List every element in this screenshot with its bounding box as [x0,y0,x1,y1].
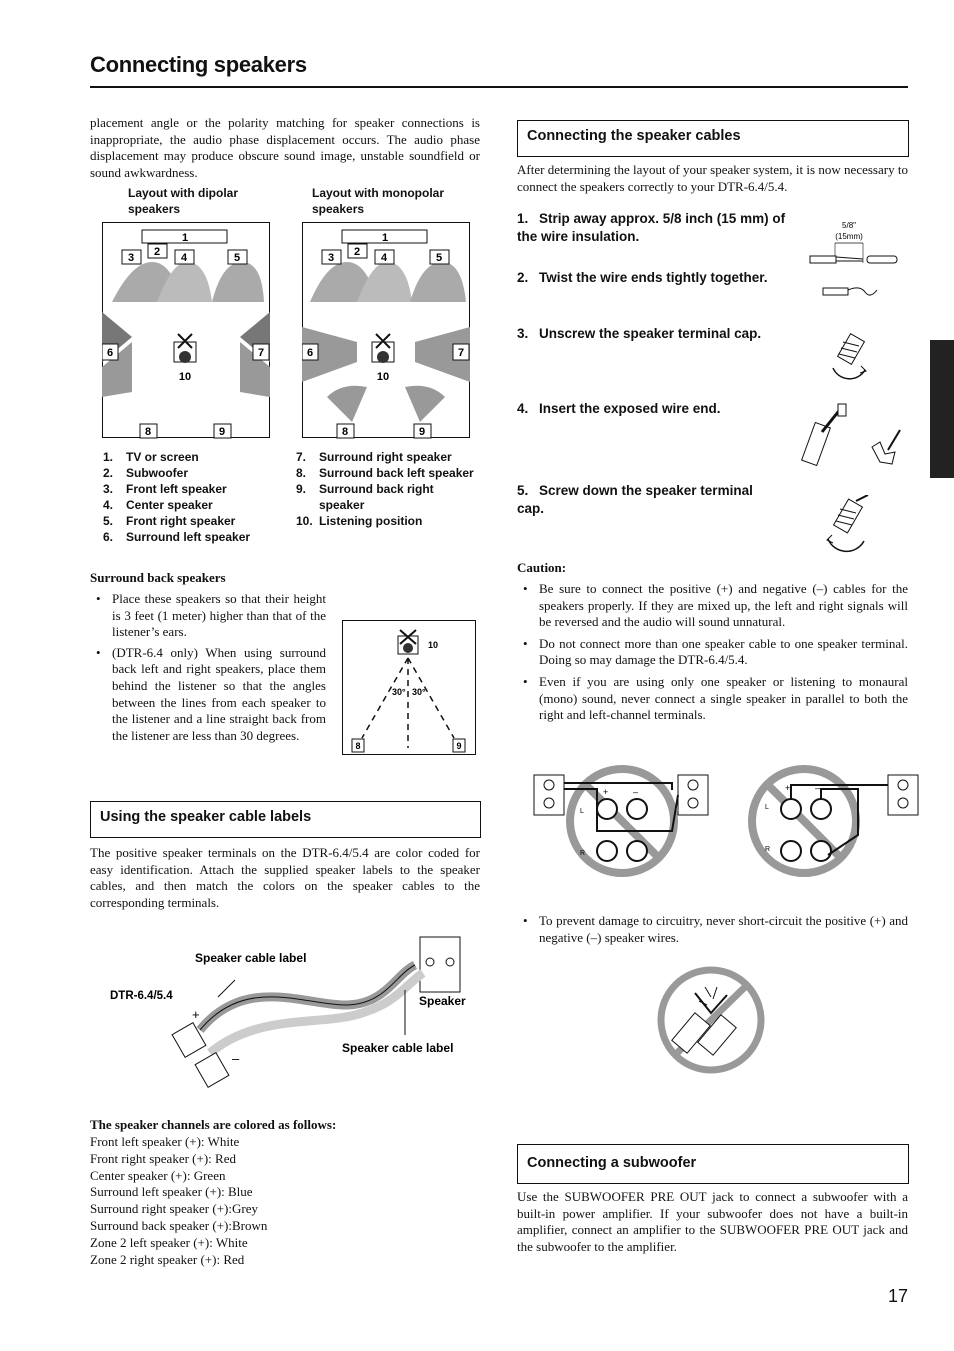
legend-item: 3. Front left speaker [103,482,227,496]
short-circuit-illustration [655,965,767,1075]
label-1: 1 [181,232,189,244]
legend-item: 9. Surround back right speaker [296,482,434,512]
cable-label-top: Speaker cable label [195,951,307,965]
screw-down-cap-illustration [820,495,875,555]
label-3: 3 [327,252,335,264]
speaker-cable-label-figure [105,935,475,1100]
color-item: Center speaker (+): Green [90,1167,226,1183]
caution-heading: Caution: [517,560,567,575]
step-3: 3. Unscrew the speaker terminal cap. [517,326,762,341]
legend-item: 8. Surround back left speaker [296,466,474,480]
step-5: 5. Screw down the speaker terminal cap. [517,483,753,516]
label-7: 7 [457,347,465,359]
angle-speaker-8: 8 [355,741,361,751]
cable-labels-paragraph: The positive speaker terminals on the DTR-6.4/5.4 are color coded for easy identification. Attach the supplied speaker labels to the speaker cables, and then match the colors on the speaker cables to the corresponding terminals. [90,845,480,910]
angle-right-label: 30° [412,687,426,697]
color-item: Zone 2 right speaker (+): Red [90,1251,245,1267]
page-title: Connecting speakers [90,52,307,77]
label-1: 1 [381,232,389,244]
bullet-item: • (DTR-6.4 only) When using surround back left and right speakers, place them behind the listener so that the angles between the lines from each speaker to the listener and a line straight back from the listener are less than 30 degrees. [90,645,326,745]
legend-item: 1. TV or screen [103,450,199,464]
section-heading-speaker-cables: Connecting the speaker cables [517,120,909,157]
label-4: 4 [180,252,188,264]
terminal-l: L [580,808,584,815]
caption-dipolar: Layout with dipolar speakers [128,186,238,216]
strip-length-inch: 5/8" [842,221,856,230]
dipolar-layout-diagram [102,222,270,440]
angle-speaker-9: 9 [456,741,462,751]
label-9: 9 [418,426,426,438]
terminal-r: R [765,846,771,853]
step-2: 2. Twist the wire ends tightly together. [517,270,768,285]
section-tab [930,340,954,478]
terminal-minus: – [815,783,821,793]
legend-item: 4. Center speaker [103,498,213,512]
intro-paragraph: placement angle or the polarity matching for speaker connections is inappropriate, the audio phase displacement occurs. The audio phase displacement may produce obscure sound image, unstable soundfield or sound awkwardness. [90,115,480,180]
title-rule [90,86,908,88]
step-4: 4. Insert the exposed wire end. [517,401,721,416]
back-speaker-angle-diagram [342,620,476,756]
label-8: 8 [341,426,349,438]
bullet-item: • To prevent damage to circuitry, never short-circuit the positive (+) and negative (–) speaker wires. [517,913,908,946]
label-6: 6 [106,347,114,359]
label-10: 10 [178,371,192,383]
insert-wire-illustration [800,402,910,474]
angle-listener-label: 10 [428,640,439,650]
label-9: 9 [218,426,226,438]
label-8: 8 [144,426,152,438]
caption-monopolar: Layout with monopolar speakers [312,186,444,216]
color-item: Surround back speaker (+):Brown [90,1217,268,1233]
legend-item: 7. Surround right speaker [296,450,452,464]
section-heading-cable-labels: Using the speaker cable labels [90,801,481,838]
color-item: Front right speaker (+): Red [90,1150,236,1166]
cable-unit-label: DTR-6.4/5.4 [110,990,173,1002]
cable-speaker-label: Speaker [419,994,466,1008]
terminal-minus: – [633,787,639,797]
page-number: 17 [887,1286,908,1306]
bullet-item: • Even if you are using only one speaker or listening to monaural (mono) sound, never connect a single speaker in parallel to both the right and left-channel terminals. [517,674,908,724]
incorrect-wiring-right [748,765,920,877]
cable-label-bottom: Speaker cable label [342,1041,454,1055]
terminal-r: R [580,850,586,857]
label-2: 2 [153,246,161,258]
cable-plus: + [192,1007,200,1022]
label-4: 4 [380,252,388,264]
bullet-item: • Do not connect more than one speaker cable to one speaker terminal. Doing so may damage the DTR-6.4/5.4. [517,636,908,669]
colors-list [90,1134,390,1268]
angle-left-label: 30° [392,687,406,697]
legend-item: 5. Front right speaker [103,514,236,528]
label-3: 3 [127,252,135,264]
label-6: 6 [306,347,314,359]
bullet-item: • Be sure to connect the positive (+) and negative (–) cables for the speakers properly. If they are mixed up, the left and right signals will be reversed and the audio will sound unnatural. [517,581,908,631]
label-10: 10 [376,371,390,383]
unscrew-cap-illustration [825,330,875,380]
color-item: Zone 2 left speaker (+): White [90,1234,248,1250]
label-2: 2 [353,246,361,258]
terminal-l: L [765,804,769,811]
legend-item: 6. Surround left speaker [103,530,251,544]
color-item: Front left speaker (+): White [90,1134,240,1149]
colors-heading: The speaker channels are colored as follows: [90,1117,337,1132]
color-item: Surround right speaker (+):Grey [90,1201,258,1217]
legend-list-left [103,449,288,545]
caution-bullets [517,581,908,724]
wire-strip-illustration [805,215,910,305]
legend-list-right [296,449,476,529]
short-circuit-bullets [517,913,908,946]
subwoofer-paragraph: Use the SUBWOOFER PRE OUT jack to connect a subwoofer with a built-in power amplifier. If your subwoofer does not have a built-in amplifier, connect an amplifier to the SUBWOOFER PRE OUT jack and the subwoofer to the amplifier. [517,1189,908,1254]
strip-length-mm: (15mm) [835,232,863,241]
label-5: 5 [233,252,241,264]
color-item: Surround left speaker (+): Blue [90,1184,253,1200]
bullet-item: • Place these speakers so that their height is 3 feet (1 meter) higher than that of the listener’s ears. [90,591,326,641]
label-5: 5 [435,252,443,264]
monopolar-layout-diagram [302,222,470,440]
cable-minus: – [232,1051,240,1066]
surround-back-bullets [90,591,326,744]
legend-item: 10. Listening position [296,514,423,528]
label-7: 7 [257,347,265,359]
terminal-plus: + [785,783,791,793]
incorrect-wiring-left [532,765,712,877]
terminal-plus: + [603,787,609,797]
section-heading-subwoofer: Connecting a subwoofer [517,1144,909,1184]
surround-back-heading: Surround back speakers [90,570,226,585]
step-1: 1. Strip away approx. 5/8 inch (15 mm) of the wire insulation. [517,211,786,244]
legend-item: 2. Subwoofer [103,466,188,480]
cables-intro: After determining the layout of your speaker system, it is now necessary to connect the speakers correctly to your DTR-6.4/5.4. [517,162,908,194]
